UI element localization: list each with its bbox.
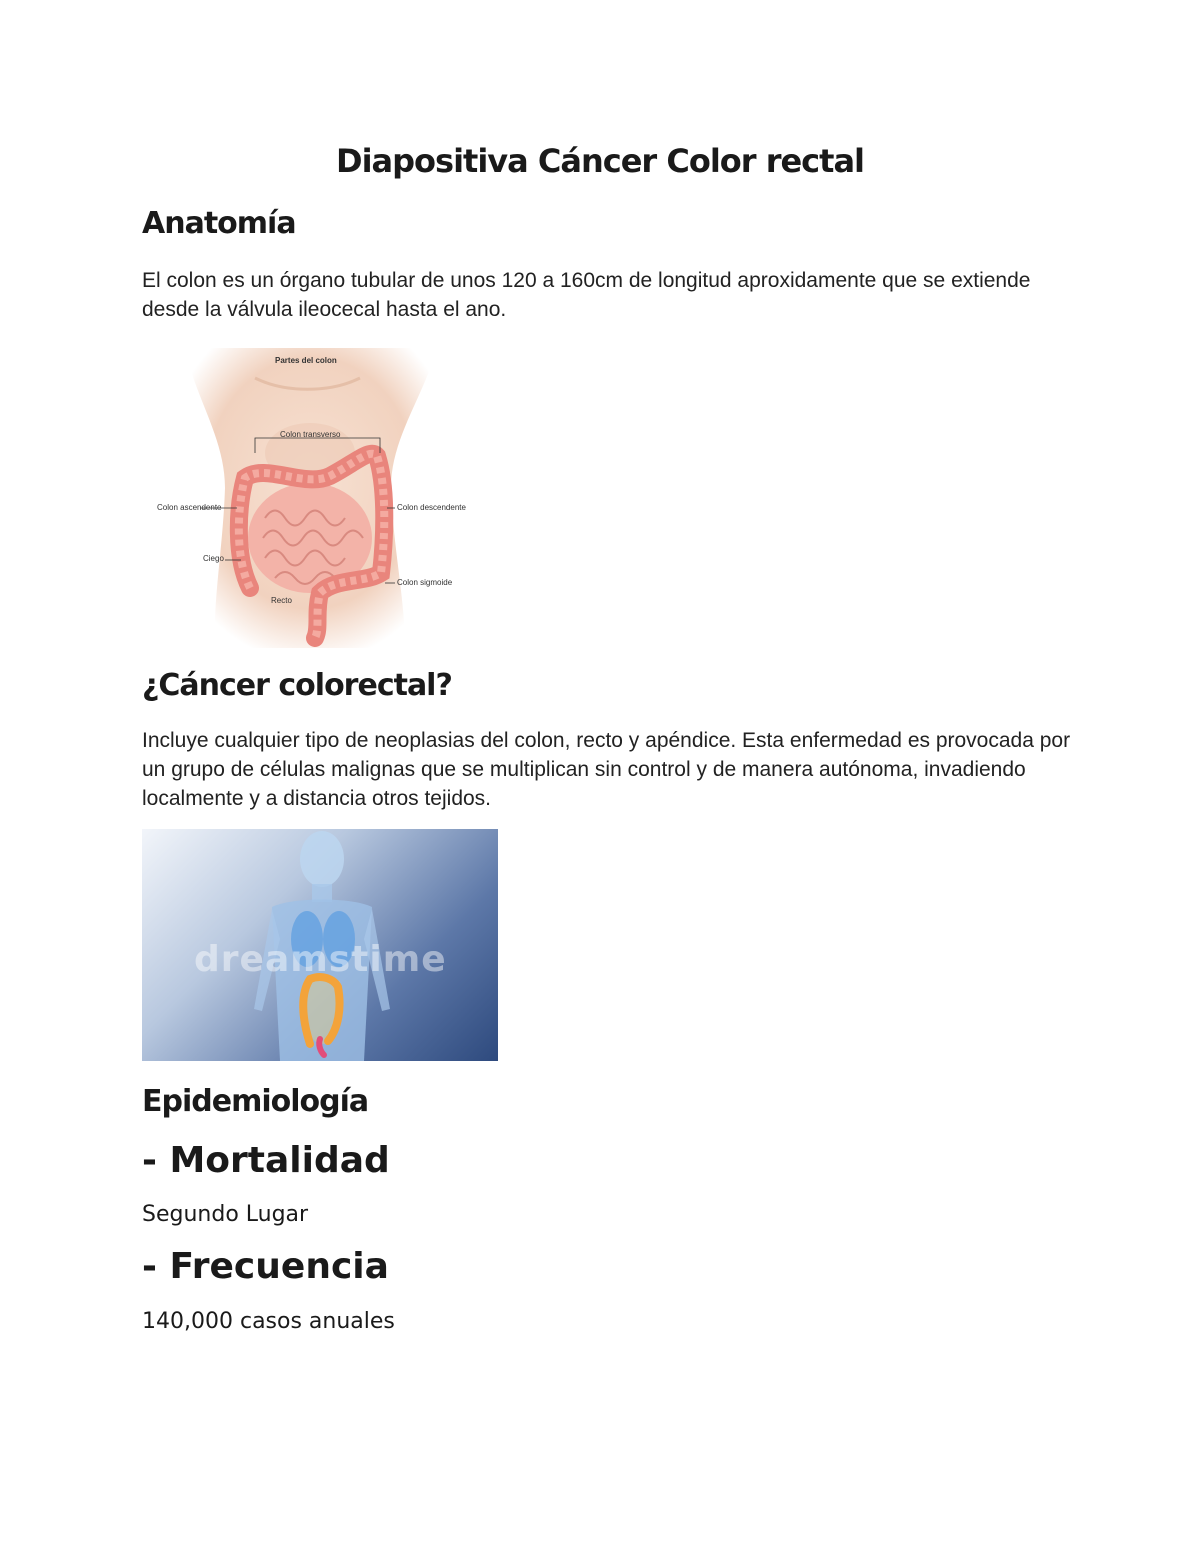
label-transverso: Colon transverso	[280, 430, 341, 439]
frecuencia-value: 140,000 casos anuales	[142, 1309, 395, 1334]
colon-anatomy-illustration	[155, 338, 475, 648]
label-ciego: Ciego	[203, 554, 224, 563]
figure-title: Partes del colon	[275, 356, 337, 365]
mortalidad-label: - Mortalidad	[142, 1140, 390, 1181]
heading-anatomia: Anatomía	[142, 206, 296, 241]
colon-anatomy-image	[155, 338, 475, 648]
paragraph-cancer-colorectal: Incluye cualquier tipo de neoplasias del colon, recto y apéndice. Esta enfermedad es provocada por un grupo de células malignas que se multiplican sin control y de manera autónoma, invadiendo localmente y a distancia otros tejidos.	[142, 729, 1071, 810]
watermark: dreamstime	[194, 939, 447, 980]
label-ascendente: Colon ascendente	[157, 503, 222, 512]
label-sigmoide: Colon sigmoide	[397, 578, 453, 587]
label-descendente: Colon descendente	[397, 503, 466, 512]
frecuencia-label: - Frecuencia	[142, 1246, 389, 1287]
paragraph-anatomia: El colon es un órgano tubular de unos 120 a 160cm de longitud aproxidamente que se extiende desde la válvula ileocecal hasta el ano.	[142, 269, 1031, 321]
label-recto: Recto	[271, 596, 292, 605]
document-title: Diapositiva Cáncer Color rectal	[336, 142, 864, 180]
mortalidad-value: Segundo Lugar	[142, 1202, 309, 1227]
body-colon-image	[142, 829, 498, 1061]
heading-cancer-colorectal: ¿Cáncer colorectal?	[142, 668, 452, 703]
heading-epidemiologia: Epidemiología	[142, 1084, 369, 1119]
